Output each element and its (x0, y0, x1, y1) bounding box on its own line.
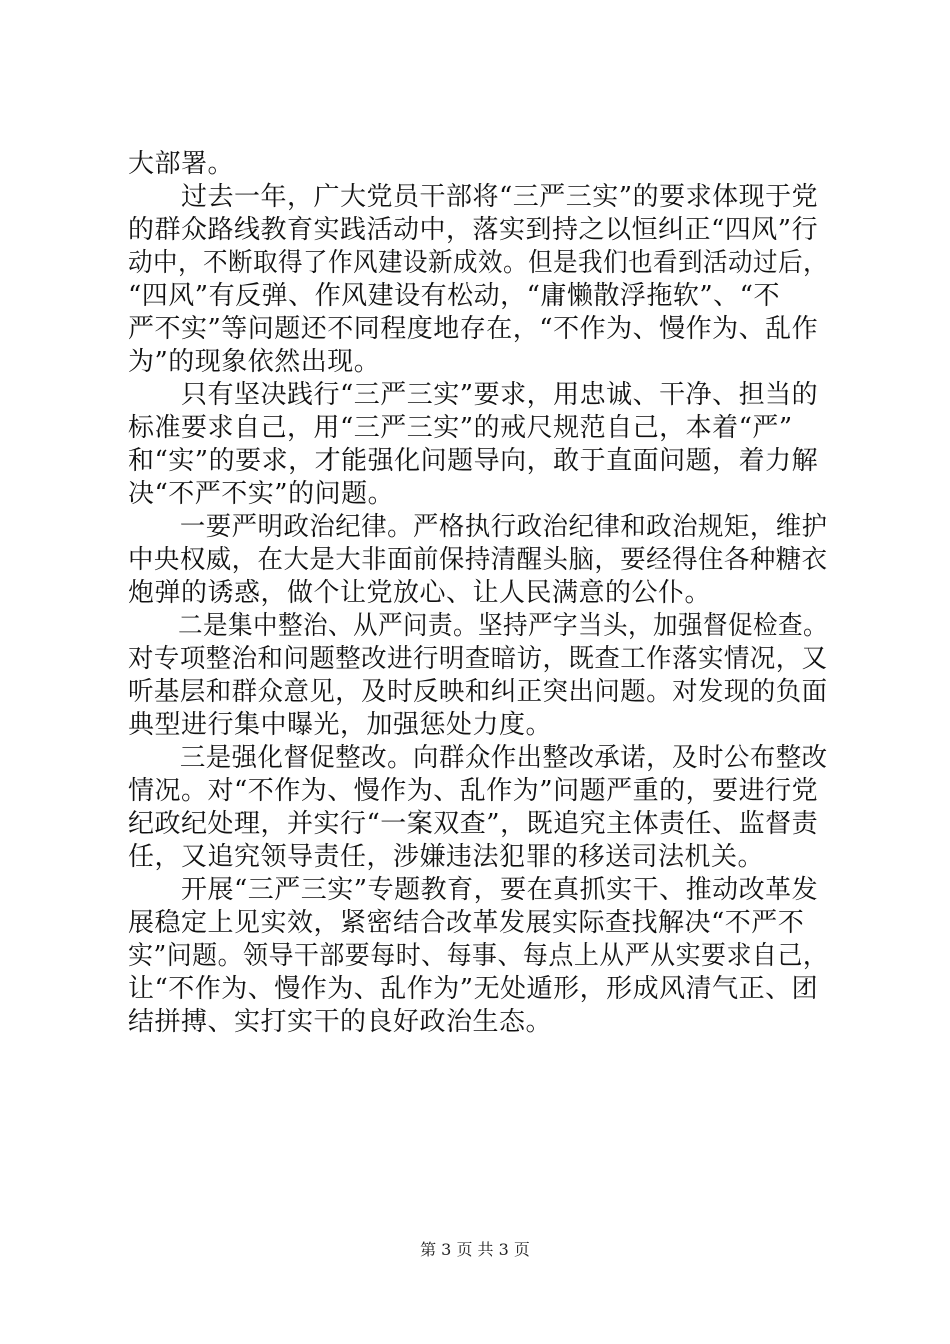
text-line: 二是集中整治、从严问责。坚持严字当头，加强督促检查。 (128, 611, 829, 641)
text-line: 标准要求自己，用“三严三实”的戒尺规范自己，本着“严” (128, 413, 793, 443)
text-line: 任，又追究领导责任，涉嫌违法犯罪的移送司法机关。 (128, 842, 765, 872)
text-line: 结拼搏、实打实干的良好政治生态。 (128, 1007, 553, 1037)
text-line: 中央权威，在大是大非面前保持清醒头脑，要经得住各种糖衣 (128, 545, 828, 575)
text-line: 听基层和群众意见，及时反映和纠正突出问题。对发现的负面 (128, 677, 828, 707)
text-line: 三是强化督促整改。向群众作出整改承诺，及时公布整改 (128, 743, 828, 773)
text-line: 严不实”等问题还不同程度地存在，“不作为、慢作为、乱作 (128, 314, 819, 344)
text-line: 开展“三严三实”专题教育，要在真抓实干、推动改革发 (128, 875, 819, 905)
text-line: “四风”有反弹、作风建设有松动，“庸懒散浮拖软”、“不 (128, 281, 780, 311)
text-line: 实”问题。领导干部要每时、每事、每点上从严从实要求自己， (128, 941, 829, 971)
text-line: 让“不作为、慢作为、乱作为”无处遁形，形成风清气正、团 (128, 974, 819, 1004)
text-line: 大部署。 (128, 149, 235, 179)
text-line: 一要严明政治纪律。严格执行政治纪律和政治规矩，维护 (128, 512, 828, 542)
text-line: 动中，不断取得了作风建设新成效。但是我们也看到活动过后， (128, 248, 829, 278)
text-line: 过去一年，广大党员干部将“三严三实”的要求体现于党 (128, 182, 819, 212)
text-line: 决“不严不实”的问题。 (128, 479, 395, 509)
text-line: 和“实”的要求，才能强化问题导向，敢于直面问题，着力解 (128, 446, 819, 476)
text-line: 为”的现象依然出现。 (128, 347, 381, 377)
text-line: 纪政纪处理，并实行“一案双查”，既追究主体责任、监督责 (128, 809, 819, 839)
text-line: 只有坚决践行“三严三实”要求，用忠诚、干净、担当的 (128, 380, 819, 410)
text-line: 对专项整治和问题整改进行明查暗访，既查工作落实情况，又 (128, 644, 828, 674)
text-line: 展稳定上见实效，紧密结合改革发展实际查找解决“不严不 (128, 908, 805, 938)
text-line: 炮弹的诱惑，做个让党放心、让人民满意的公仆。 (128, 578, 712, 608)
text-line: 的群众路线教育实践活动中，落实到持之以恒纠正“四风”行 (128, 215, 819, 245)
page-footer: 第 3 页 共 3 页 (420, 1240, 530, 1259)
body-text (128, 148, 828, 1039)
text-line: 情况。对“不作为、慢作为、乱作为”问题严重的，要进行党 (128, 776, 819, 806)
text-line: 典型进行集中曝光，加强惩处力度。 (128, 710, 553, 740)
